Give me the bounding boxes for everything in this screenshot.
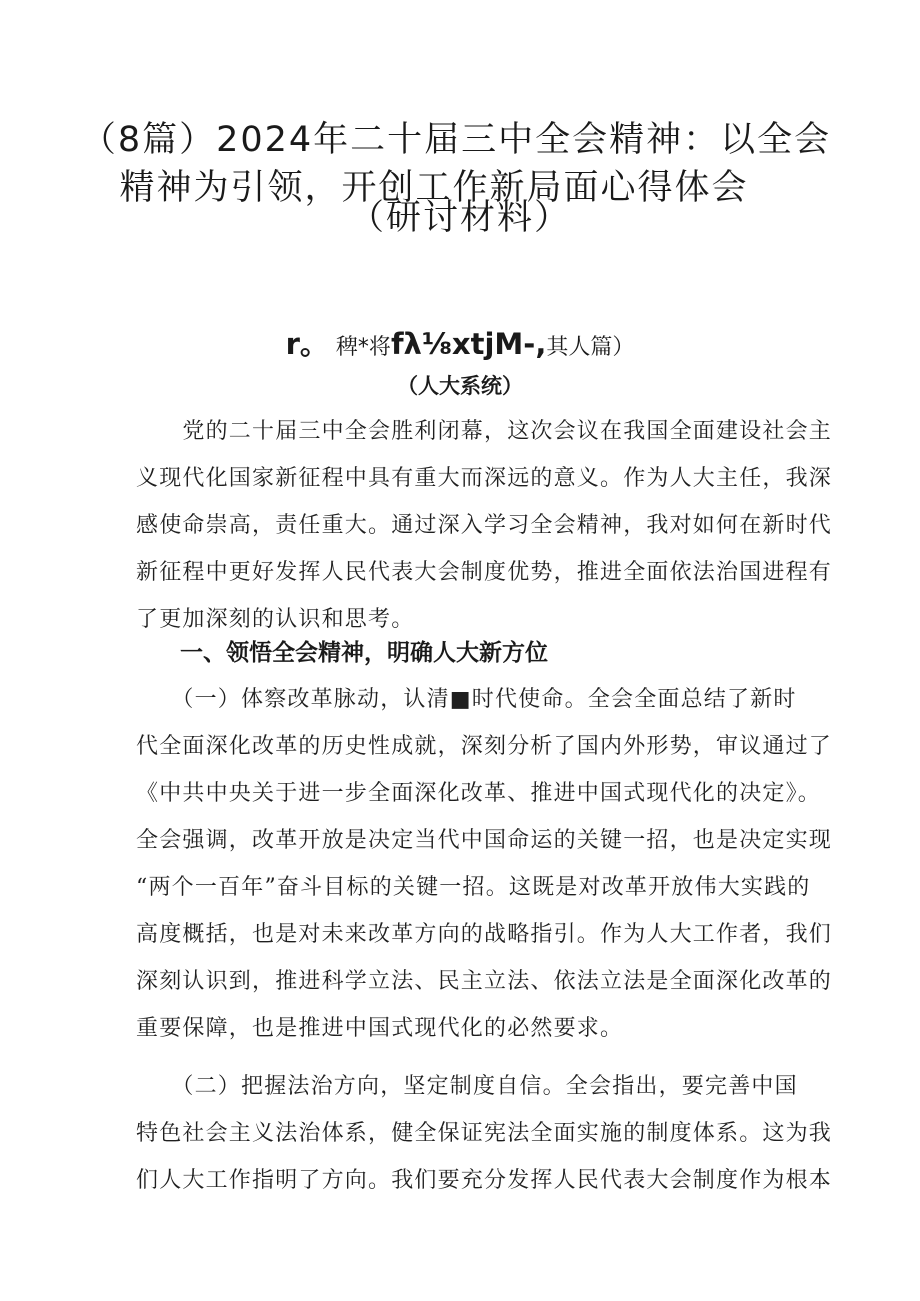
garbled-text-c: fλ⅛xtjM-, <box>390 327 547 361</box>
paragraph-line: 全会强调，改革开放是决定当代中国命运的关键一招，也是决定实现 <box>136 828 833 853</box>
intro-line: 了更加深刻的认识和思考。 <box>136 607 415 632</box>
paragraph-1 <box>136 676 833 1052</box>
paragraph-line: “两个一百年”奋斗目标的关键一招。这既是对改革开放伟大实践的 <box>136 875 811 900</box>
title-line-3: （研讨材料） <box>348 198 571 238</box>
paragraph-line: （一）体察改革脉动，认清■时代使命。全会全面总结了新时 <box>136 687 797 712</box>
intro-line: 新征程中更好发挥人民代表大会制度优势，推进全面依法治国进程有 <box>136 560 833 585</box>
garbled-text-b: 稗*将 <box>335 335 391 360</box>
paragraph-line: 重要保障，也是推进中国式现代化的必然要求。 <box>136 1016 624 1041</box>
section-heading-1: 一、领悟全会精神，明确人大新方位 <box>180 640 548 666</box>
garbled-text-a: r。 <box>285 327 329 361</box>
paragraph-line: 特色社会主义法治体系，健全保证宪法全面实施的制度体系。这为我 <box>136 1121 833 1146</box>
garbled-subheading <box>0 322 920 363</box>
paragraph-line: 高度概括，也是对未来改革方向的战略指引。作为人大工作者，我们 <box>136 922 833 947</box>
garbled-text-d: 其人篇） <box>546 335 635 360</box>
paragraph-line: 《中共中央关于进一步全面深化改革、推进中国式现代化的决定》。 <box>136 781 822 806</box>
paragraph-line: 代全面深化改革的历史性成就，深刻分析了国内外形势，审议通过了 <box>136 734 833 759</box>
paragraph-2 <box>136 1063 833 1204</box>
subtitle: （人大系统） <box>397 374 523 398</box>
intro-line: 党的二十届三中全会胜利闭幕，这次会议在我国全面建设社会主 <box>136 419 833 444</box>
paragraph-line: 深刻认识到，推进科学立法、民主立法、依法立法是全面深化改革的 <box>136 969 833 994</box>
intro-paragraph <box>136 408 833 643</box>
paragraph-line: 们人大工作指明了方向。我们要充分发挥人民代表大会制度作为根本 <box>136 1168 833 1193</box>
intro-line: 义现代化国家新征程中具有重大而深远的意义。作为人大主任，我深 <box>136 466 833 491</box>
title-line-2: 精神为引领，开创工作新局面心得体会 <box>119 168 749 208</box>
intro-line: 感使命崇高，责任重大。通过深入学习全会精神，我对如何在新时代 <box>136 513 833 538</box>
title-line-1: （8篇）2024年二十届三中全会精神：以全会 <box>80 120 832 160</box>
paragraph-line: （二）把握法治方向，坚定制度自信。全会指出，要完善中国 <box>136 1074 798 1099</box>
